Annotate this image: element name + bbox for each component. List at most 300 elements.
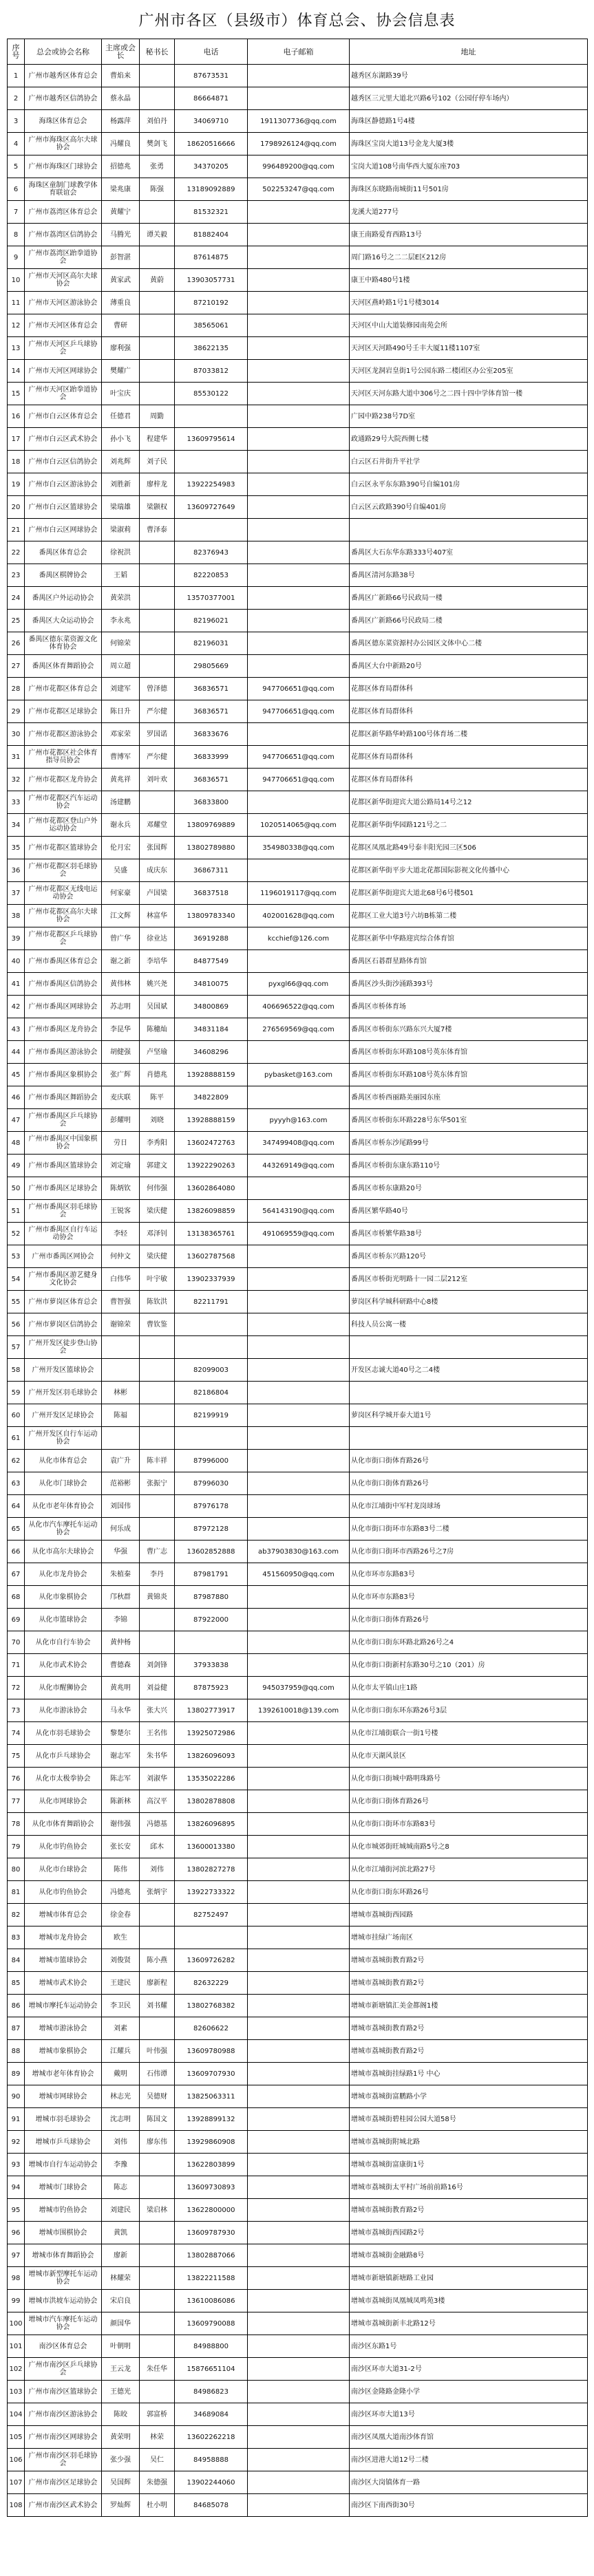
cell-email: [248, 1972, 350, 1995]
cell-seq: 66: [8, 1541, 25, 1563]
cell-secretary: [140, 1404, 175, 1427]
cell-email: [248, 2312, 350, 2335]
cell-email: [248, 1995, 350, 2017]
cell-leader: 范裕彬: [102, 1472, 140, 1495]
cell-leader: 王德光: [102, 2381, 140, 2403]
cell-name: 广州市番禺区龙舟协会: [25, 1018, 102, 1041]
cell-seq: 18: [8, 451, 25, 473]
table-row: [8, 269, 588, 292]
cell-leader: 刘兆辉: [102, 451, 140, 473]
cell-leader: 周立超: [102, 655, 140, 678]
cell-leader: 曾广华: [102, 927, 140, 950]
cell-leader: 彭耀明: [102, 1109, 140, 1132]
cell-seq: 72: [8, 1677, 25, 1699]
cell-leader: 黎楚尔: [102, 1722, 140, 1745]
table-row: [8, 746, 588, 769]
cell-leader: 樊耀广: [102, 360, 140, 383]
cell-phone: 13902337939: [175, 1268, 248, 1291]
cell-seq: 94: [8, 2176, 25, 2199]
cell-phone: 13609730893: [175, 2176, 248, 2199]
cell-secretary: 陈钦洪: [140, 1291, 175, 1313]
cell-secretary: [140, 65, 175, 87]
cell-address: 从化市江埔街联合一街1号楼: [350, 1722, 588, 1745]
table-row: [8, 1177, 588, 1200]
cell-phone: 13928899132: [175, 2108, 248, 2131]
cell-leader: 吴国辉: [102, 2471, 140, 2494]
cell-email: [248, 2494, 350, 2517]
cell-secretary: 徐业达: [140, 927, 175, 950]
table-row: [8, 360, 588, 383]
cell-name: 从化市龙舟协会: [25, 1563, 102, 1586]
cell-email: [248, 2154, 350, 2176]
cell-secretary: 邓泽钊: [140, 1223, 175, 1245]
cell-leader: 曹研: [102, 314, 140, 337]
cell-secretary: [140, 314, 175, 337]
cell-seq: 85: [8, 1972, 25, 1995]
table-row: [8, 1813, 588, 1836]
table-row: [8, 201, 588, 224]
cell-address: [350, 1427, 588, 1450]
table-row: [8, 1472, 588, 1495]
cell-secretary: 吴仁: [140, 2449, 175, 2471]
cell-email: [248, 1631, 350, 1654]
cell-leader: [102, 1359, 140, 1382]
cell-address: 科技人员公寓一楼: [350, 1313, 588, 1336]
cell-secretary: 冯德基: [140, 1813, 175, 1836]
table-row: [8, 1495, 588, 1518]
cell-email: [248, 292, 350, 314]
cell-name: 增城市新型摩托车运动协会: [25, 2267, 102, 2290]
cell-secretary: 卢国梁: [140, 882, 175, 905]
cell-phone: 87210192: [175, 292, 248, 314]
cell-name: 广州市萝岗区体育总会: [25, 1291, 102, 1313]
cell-secretary: 朱德强: [140, 2471, 175, 2494]
table-row: [8, 65, 588, 87]
cell-email: 1196019117@qq.com: [248, 882, 350, 905]
cell-name: 增城市体育总会: [25, 1904, 102, 1926]
cell-secretary: 程建华: [140, 428, 175, 451]
cell-secretary: [140, 1359, 175, 1382]
cell-leader: 伦月宏: [102, 837, 140, 859]
cell-name: 广州市南沙区篮球协会: [25, 2381, 102, 2403]
cell-leader: 宋启良: [102, 2290, 140, 2312]
cell-leader: 何仲文: [102, 1245, 140, 1268]
table-row: [8, 2040, 588, 2063]
cell-secretary: 严尔健: [140, 746, 175, 769]
table-row: [8, 1768, 588, 1790]
cell-phone: 13602864080: [175, 1177, 248, 1200]
cell-name: 广州市南沙区网球协会: [25, 2426, 102, 2449]
cell-name: 从化市象棋协会: [25, 1586, 102, 1609]
table-row: [8, 1722, 588, 1745]
cell-secretary: 叶宇敏: [140, 1268, 175, 1291]
cell-name: 广州市番禺区游艺健身文化协会: [25, 1268, 102, 1291]
cell-email: [248, 632, 350, 655]
cell-leader: 沈志明: [102, 2108, 140, 2131]
cell-name: 从化市钓鱼协会: [25, 1836, 102, 1858]
cell-leader: 梁兆康: [102, 178, 140, 201]
cell-secretary: 陈丰祥: [140, 1450, 175, 1472]
table-row: [8, 1155, 588, 1177]
table-row: [8, 1563, 588, 1586]
cell-phone: 85530122: [175, 383, 248, 405]
table-row: [8, 587, 588, 610]
cell-phone: 13609795614: [175, 428, 248, 451]
cell-email: [248, 2131, 350, 2154]
cell-seq: 77: [8, 1790, 25, 1813]
cell-secretary: 刘晓: [140, 1109, 175, 1132]
cell-leader: 李豫: [102, 2154, 140, 2176]
cell-secretary: 刘子民: [140, 451, 175, 473]
cell-seq: 36: [8, 859, 25, 882]
cell-seq: 30: [8, 723, 25, 746]
cell-phone: [175, 1926, 248, 1949]
table-row: [8, 1654, 588, 1677]
cell-leader: 曹焰来: [102, 65, 140, 87]
cell-seq: 39: [8, 927, 25, 950]
cell-seq: 70: [8, 1631, 25, 1654]
cell-secretary: 廖东伟: [140, 2131, 175, 2154]
cell-seq: 6: [8, 178, 25, 201]
table-row: [8, 224, 588, 246]
cell-name: 广州市海珠区高尔夫球协会: [25, 133, 102, 155]
cell-secretary: 刘淑华: [140, 1768, 175, 1790]
cell-phone: 13610086086: [175, 2290, 248, 2312]
cell-address: 宝岗大道108号南华西大厦东座703: [350, 155, 588, 178]
cell-seq: 107: [8, 2471, 25, 2494]
table-row: [8, 723, 588, 746]
cell-secretary: 梁启林: [140, 2199, 175, 2222]
cell-leader: 刘建民: [102, 2199, 140, 2222]
table-row: [8, 2085, 588, 2108]
cell-phone: 87981791: [175, 1563, 248, 1586]
cell-seq: 13: [8, 337, 25, 360]
cell-phone: 82196021: [175, 610, 248, 632]
cell-name: 增城市篮球协会: [25, 1949, 102, 1972]
table-row: [8, 2131, 588, 2154]
cell-phone: 13929860908: [175, 2131, 248, 2154]
cell-email: [248, 269, 350, 292]
cell-phone: 13600013380: [175, 1836, 248, 1858]
cell-secretary: 李秀阳: [140, 1132, 175, 1155]
cell-secretary: 何伟强: [140, 1177, 175, 1200]
cell-seq: 51: [8, 1200, 25, 1223]
cell-seq: 82: [8, 1904, 25, 1926]
cell-leader: 刘定瑜: [102, 1155, 140, 1177]
cell-email: [248, 314, 350, 337]
cell-address: 从化市街口街环市西路26号之7房: [350, 1541, 588, 1563]
cell-email: [248, 791, 350, 814]
cell-seq: 84: [8, 1949, 25, 1972]
cell-email: [248, 337, 350, 360]
cell-phone: 13922733322: [175, 1881, 248, 1904]
cell-seq: 45: [8, 1064, 25, 1086]
cell-email: [248, 1245, 350, 1268]
cell-seq: 103: [8, 2381, 25, 2403]
association-table: [7, 39, 588, 2517]
cell-phone: 34822809: [175, 1086, 248, 1109]
cell-name: 广州市花都区篮球协会: [25, 837, 102, 859]
cell-leader: 陈炳钦: [102, 1177, 140, 1200]
cell-name: 增城市汽车摩托车运动协会: [25, 2312, 102, 2335]
cell-phone: 84685078: [175, 2494, 248, 2517]
cell-address: [350, 1382, 588, 1404]
cell-phone: 34370205: [175, 155, 248, 178]
cell-leader: 陈新林: [102, 1790, 140, 1813]
cell-email: [248, 224, 350, 246]
cell-name: 从化市门球协会: [25, 1472, 102, 1495]
cell-phone: 13922254983: [175, 473, 248, 496]
cell-phone: 82752497: [175, 1904, 248, 1926]
table-row: [8, 1926, 588, 1949]
cell-leader: 梁瑞雄: [102, 496, 140, 519]
cell-email: [248, 2176, 350, 2199]
cell-seq: 83: [8, 1926, 25, 1949]
cell-phone: 87922000: [175, 1609, 248, 1631]
table-row: [8, 1268, 588, 1291]
cell-name: 广州市番禺区篮球协会: [25, 1155, 102, 1177]
cell-leader: 劳日: [102, 1132, 140, 1155]
cell-leader: 李锦: [102, 1609, 140, 1631]
cell-phone: 34069710: [175, 110, 248, 133]
cell-address: 从化市太平镇山庄1路: [350, 1677, 588, 1699]
cell-email: [248, 541, 350, 564]
cell-address: 萝岗区科学城科研路中心8楼: [350, 1291, 588, 1313]
table-row: [8, 337, 588, 360]
cell-secretary: [140, 655, 175, 678]
cell-seq: 60: [8, 1404, 25, 1427]
cell-phone: 13609726282: [175, 1949, 248, 1972]
cell-leader: 徐金春: [102, 1904, 140, 1926]
cell-email: 451560950@qq.com: [248, 1563, 350, 1586]
cell-seq: 54: [8, 1268, 25, 1291]
cell-name: 广州开发区篮球协会: [25, 1359, 102, 1382]
cell-address: 花都区凤凰北路49号泰丰阳光园三区506: [350, 837, 588, 859]
table-row: [8, 496, 588, 519]
cell-secretary: 曹泽泰: [140, 519, 175, 541]
header-seq: 序号: [8, 39, 25, 65]
cell-email: 1911307736@qq.com: [248, 110, 350, 133]
cell-secretary: [140, 1631, 175, 1654]
cell-seq: 80: [8, 1858, 25, 1881]
cell-secretary: [140, 1518, 175, 1541]
cell-address: 白云区云政路390号自编401房: [350, 496, 588, 519]
cell-address: 花都区工业大道3号六坊B栋第二楼: [350, 905, 588, 927]
cell-leader: 梁淑莉: [102, 519, 140, 541]
cell-leader: 欧生: [102, 1926, 140, 1949]
cell-seq: 3: [8, 110, 25, 133]
cell-email: pybasket@163.com: [248, 1064, 350, 1086]
cell-phone: 13922290263: [175, 1155, 248, 1177]
cell-address: 增城市荔城街富康街1号: [350, 2154, 588, 2176]
cell-leader: 何锦荣: [102, 632, 140, 655]
cell-phone: 13189092889: [175, 178, 248, 201]
cell-secretary: [140, 2154, 175, 2176]
cell-address: 萝岗区科学城开泰大道1号: [350, 1404, 588, 1427]
cell-phone: 13609790088: [175, 2312, 248, 2335]
cell-phone: 36833800: [175, 791, 248, 814]
cell-phone: 13809783340: [175, 905, 248, 927]
cell-leader: 陈日升: [102, 700, 140, 723]
cell-phone: 87673531: [175, 65, 248, 87]
cell-address: 从化市天湖风景区: [350, 1745, 588, 1768]
cell-name: 广州市花都区龙舟协会: [25, 769, 102, 791]
cell-name: 从化市高尔夫球协会: [25, 1541, 102, 1563]
cell-name: 广州市荔湾区体育总会: [25, 201, 102, 224]
cell-address: 花都区体育局群体科: [350, 700, 588, 723]
cell-seq: 88: [8, 2040, 25, 2063]
cell-name: 广州市花都区游泳协会: [25, 723, 102, 746]
cell-email: [248, 1291, 350, 1313]
header-name: 总会或协会名称: [25, 39, 102, 65]
cell-email: [248, 2222, 350, 2244]
cell-seq: 14: [8, 360, 25, 383]
cell-name: 广州市南沙区游泳协会: [25, 2403, 102, 2426]
table-row: [8, 1223, 588, 1245]
cell-name: 增城市钓鱼协会: [25, 2199, 102, 2222]
cell-seq: 5: [8, 155, 25, 178]
cell-email: ab37903830@163.com: [248, 1541, 350, 1563]
cell-seq: 4: [8, 133, 25, 155]
cell-secretary: 邓耀堂: [140, 814, 175, 837]
cell-leader: 王建民: [102, 1972, 140, 1995]
cell-phone: 13903057731: [175, 269, 248, 292]
page-title: 广州市各区（县级市）体育总会、协会信息表: [138, 12, 456, 30]
cell-name: 增城市羽毛球协会: [25, 2108, 102, 2131]
cell-name: 南沙区体育总会: [25, 2335, 102, 2358]
cell-leader: 彭智湛: [102, 246, 140, 269]
table-row: [8, 428, 588, 451]
cell-email: [248, 2017, 350, 2040]
cell-leader: 张少强: [102, 2449, 140, 2471]
cell-address: 白云区石井街升平社学: [350, 451, 588, 473]
cell-name: 广州市番禺区乒乓球协会: [25, 1109, 102, 1132]
cell-secretary: 王名伟: [140, 1722, 175, 1745]
cell-phone: 13602852888: [175, 1541, 248, 1563]
cell-seq: 95: [8, 2199, 25, 2222]
cell-email: [248, 87, 350, 110]
cell-phone: 82606622: [175, 2017, 248, 2040]
cell-secretary: [140, 541, 175, 564]
cell-secretary: 陈强: [140, 178, 175, 201]
cell-seq: 108: [8, 2494, 25, 2517]
cell-name: 广州市天河区网球协会: [25, 360, 102, 383]
cell-phone: 13609707930: [175, 2063, 248, 2085]
cell-phone: [175, 1336, 248, 1359]
table-row: [8, 87, 588, 110]
cell-address: 越秀区三元里大道北兴路6号102（公园仔停车场内）: [350, 87, 588, 110]
cell-leader: 王锐客: [102, 1200, 140, 1223]
cell-phone: 87033812: [175, 360, 248, 383]
cell-name: 广州市花都区汽车运动协会: [25, 791, 102, 814]
cell-email: pyxgl66@qq.com: [248, 973, 350, 996]
table-row: [8, 1631, 588, 1654]
cell-address: 番禺区德东菜资源村办公园区文体中心二楼: [350, 632, 588, 655]
cell-name: 广州市白云区篮球协会: [25, 496, 102, 519]
cell-address: 增城市荔城街教育路2号: [350, 2040, 588, 2063]
cell-address: 番禺区沙头街沙涌路393号: [350, 973, 588, 996]
cell-phone: 87972128: [175, 1518, 248, 1541]
cell-secretary: 廖梓龙: [140, 473, 175, 496]
cell-secretary: 吴国斌: [140, 996, 175, 1018]
cell-phone: [175, 405, 248, 428]
cell-secretary: 张振宁: [140, 1472, 175, 1495]
header-phone: 电话: [175, 39, 248, 65]
cell-address: 天河区燕岭路1号1号楼3014: [350, 292, 588, 314]
cell-seq: 64: [8, 1495, 25, 1518]
cell-name: 从化市太极拳协会: [25, 1768, 102, 1790]
cell-phone: 84877549: [175, 950, 248, 973]
cell-seq: 12: [8, 314, 25, 337]
table-row: [8, 2381, 588, 2403]
cell-seq: 59: [8, 1382, 25, 1404]
cell-seq: 48: [8, 1132, 25, 1155]
cell-secretary: [140, 201, 175, 224]
table-row: [8, 1313, 588, 1336]
table-row: [8, 610, 588, 632]
cell-address: 增城市荔城街教育路2号: [350, 1972, 588, 1995]
cell-name: 增城市武术协会: [25, 1972, 102, 1995]
cell-email: [248, 1745, 350, 1768]
cell-name: 增城市龙舟协会: [25, 1926, 102, 1949]
cell-email: [248, 1722, 350, 1745]
cell-name: 广州市番禺区网协会: [25, 1245, 102, 1268]
cell-email: 502253247@qq.com: [248, 178, 350, 201]
table-row: [8, 1790, 588, 1813]
cell-seq: 86: [8, 1995, 25, 2017]
cell-email: [248, 1836, 350, 1858]
cell-phone: 36837518: [175, 882, 248, 905]
cell-email: [248, 451, 350, 473]
cell-phone: 87614875: [175, 246, 248, 269]
table-row: [8, 950, 588, 973]
cell-name: 广州市花都区乒乓球协会: [25, 927, 102, 950]
cell-secretary: 严尔健: [140, 700, 175, 723]
cell-email: 402001628@qq.com: [248, 905, 350, 927]
header-leader: 主席或会长: [102, 39, 140, 65]
cell-leader: 廖利强: [102, 337, 140, 360]
cell-leader: 李卫民: [102, 1995, 140, 2017]
cell-name: 广州市花都区高尔夫球协会: [25, 905, 102, 927]
cell-email: [248, 246, 350, 269]
table-row: [8, 973, 588, 996]
cell-name: 广州市白云区武术协会: [25, 428, 102, 451]
cell-seq: 25: [8, 610, 25, 632]
cell-seq: 102: [8, 2358, 25, 2381]
cell-phone: 34831184: [175, 1018, 248, 1041]
cell-phone: 36836571: [175, 700, 248, 723]
cell-phone: 87976178: [175, 1495, 248, 1518]
cell-address: 番禺区市桥街东兴路东兴大厦7楼: [350, 1018, 588, 1041]
cell-seq: 26: [8, 632, 25, 655]
cell-secretary: 刘剑锋: [140, 1654, 175, 1677]
cell-name: 增城市网球协会: [25, 2085, 102, 2108]
cell-secretary: 陈平: [140, 1086, 175, 1109]
table-row: [8, 700, 588, 723]
cell-leader: 王云龙: [102, 2358, 140, 2381]
table-row: [8, 451, 588, 473]
table-row: [8, 2335, 588, 2358]
cell-leader: 麦庆联: [102, 1086, 140, 1109]
cell-phone: 13802773917: [175, 1699, 248, 1722]
table-row: [8, 2449, 588, 2471]
cell-secretary: 刘益健: [140, 1677, 175, 1699]
cell-seq: 33: [8, 791, 25, 814]
cell-name: 从化市钓鱼协会: [25, 1881, 102, 1904]
cell-leader: 刘素: [102, 2017, 140, 2040]
cell-secretary: 刘叶欢: [140, 769, 175, 791]
cell-leader: 杨露萍: [102, 110, 140, 133]
